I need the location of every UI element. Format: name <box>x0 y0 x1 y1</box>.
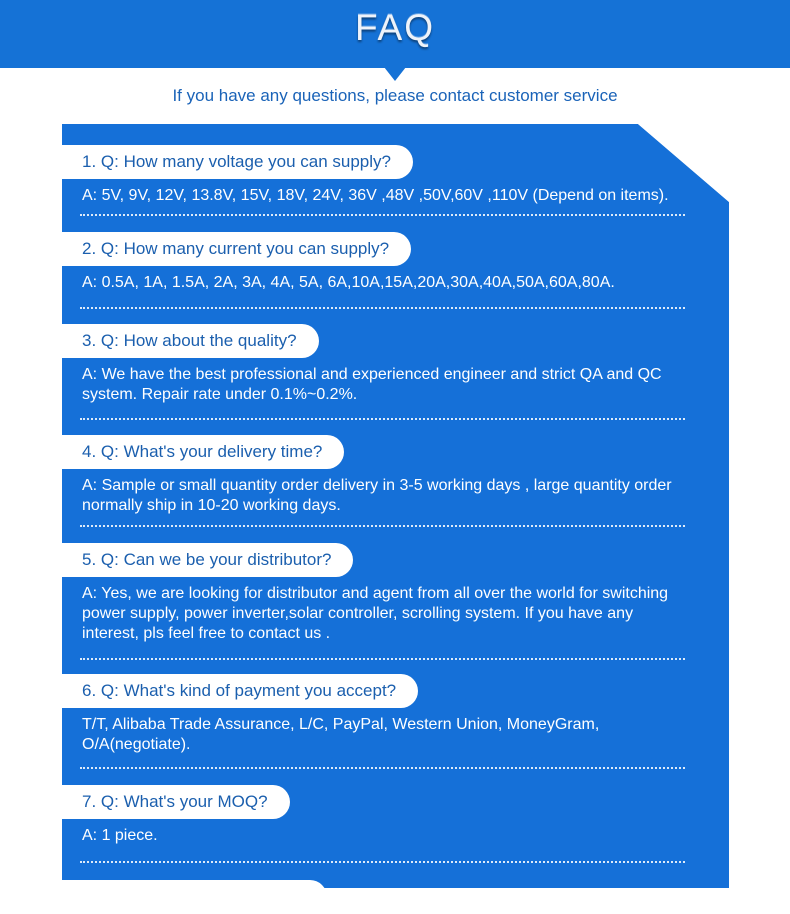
faq-question-4: 4. Q: What's your delivery time? <box>62 435 344 469</box>
faq-question-8-partial <box>62 880 327 914</box>
faq-divider <box>80 214 685 216</box>
faq-answer-3: A: We have the best professional and experienced engineer and strict QA and QC system. Repair rate under 0.1%~0.2%. <box>82 366 662 403</box>
faq-answer-4: A: Sample or small quantity order delivery in 3-5 working days , large quantity order normally ship in 10-20 working days. <box>82 477 672 514</box>
faq-answer-7: A: 1 piece. <box>82 827 158 844</box>
faq-question-1: 1. Q: How many voltage you can supply? <box>62 145 413 179</box>
faq-divider <box>80 418 685 420</box>
faq-answer-5: A: Yes, we are looking for distributor and agent from all over the world for switching power supply, power inverter,solar controller, scrolling system. If you have any interest, pls feel free to contact us . <box>82 585 669 642</box>
faq-header <box>0 0 790 68</box>
faq-divider <box>80 658 685 660</box>
page-title: FAQ <box>354 7 436 48</box>
faq-question-5: 5. Q: Can we be your distributor? <box>62 543 353 577</box>
faq-answer-2: A: 0.5A, 1A, 1.5A, 2A, 3A, 4A, 5A, 6A,10A,15A,20A,30A,40A,50A,60A,80A. <box>82 274 615 291</box>
faq-question-3: 3. Q: How about the quality? <box>62 324 319 358</box>
faq-question-2: 2. Q: How many current you can supply? <box>62 232 411 266</box>
faq-divider <box>80 861 685 863</box>
faq-question-7: 7. Q: What's your MOQ? <box>62 785 290 819</box>
faq-divider <box>80 307 685 309</box>
contact-subtitle: If you have any questions, please contact customer service <box>172 86 618 105</box>
faq-answer-1: A: 5V, 9V, 12V, 13.8V, 15V, 18V, 24V, 36V ,48V ,50V,60V ,110V (Depend on items). <box>82 187 669 204</box>
header-pointer <box>384 67 406 81</box>
faq-answer-6: T/T, Alibaba Trade Assurance, L/C, PayPal, Western Union, MoneyGram, O/A(negotiate). <box>82 716 600 753</box>
faq-divider <box>80 767 685 769</box>
faq-question-6: 6. Q: What's kind of payment you accept? <box>62 674 418 708</box>
faq-divider <box>80 525 685 527</box>
